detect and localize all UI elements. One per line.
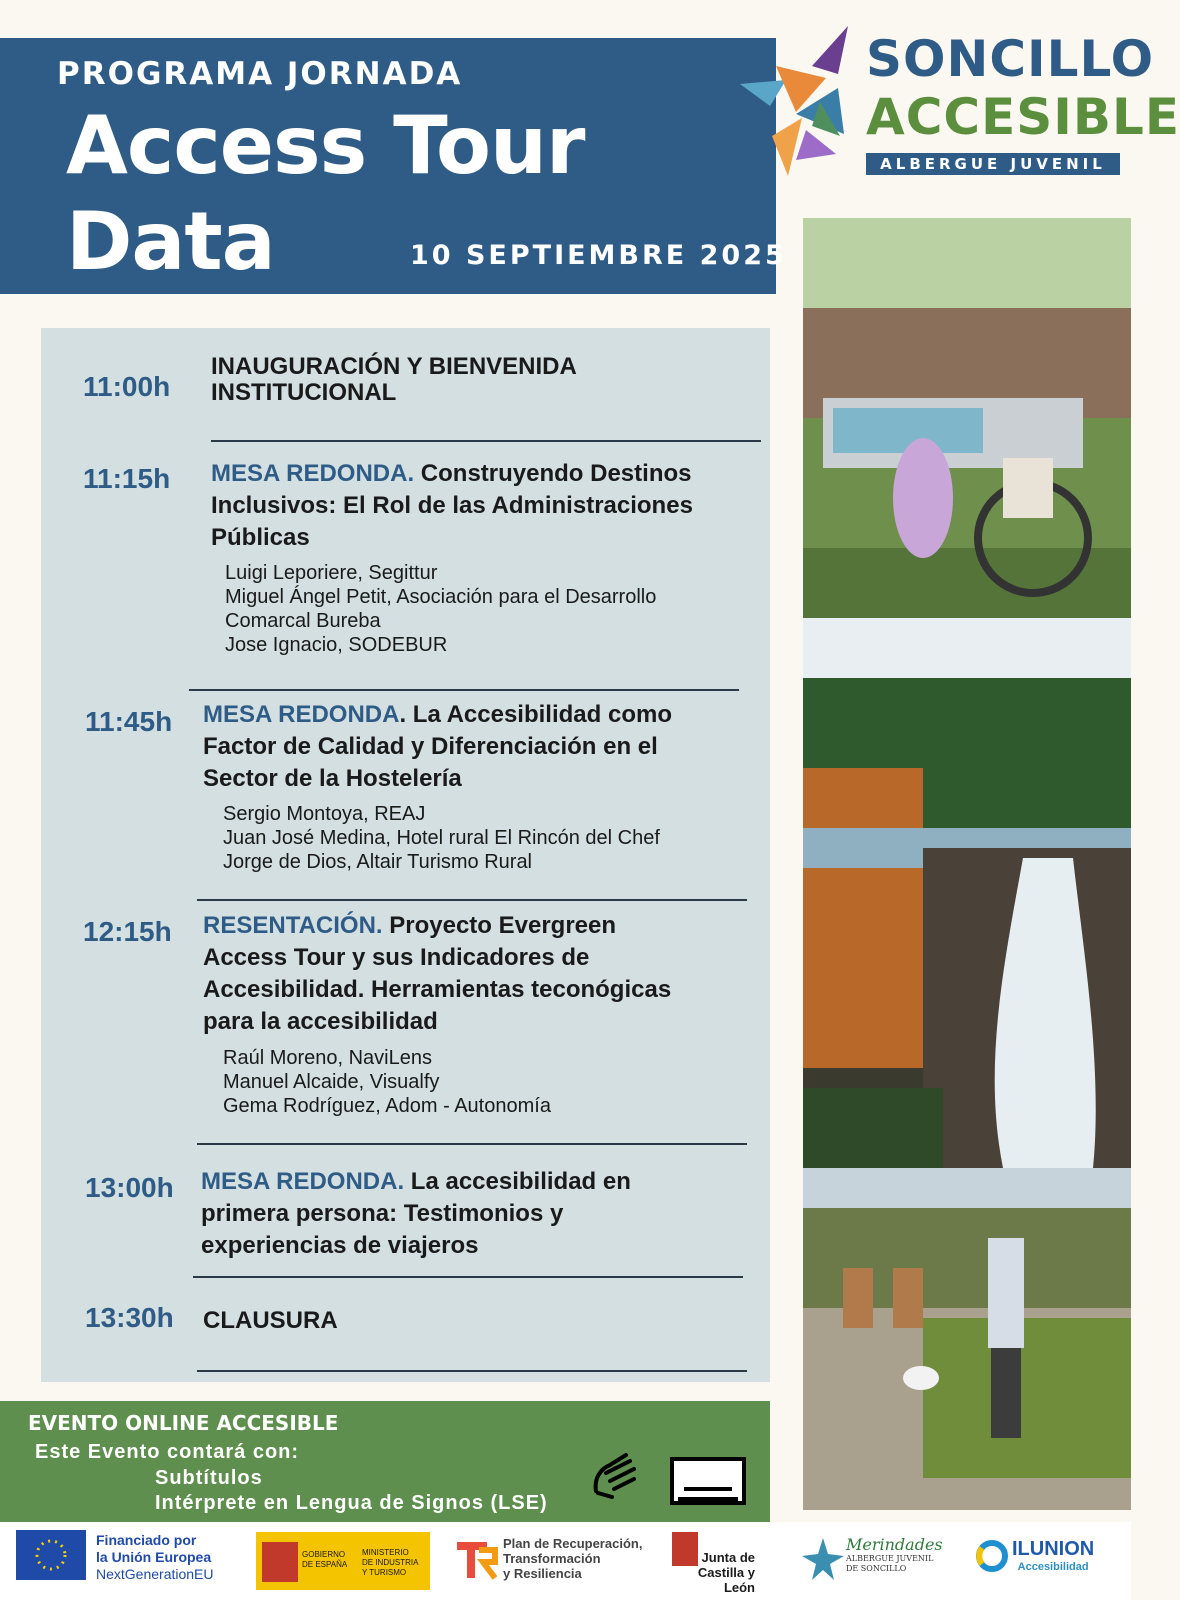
session-1-title xyxy=(211,354,577,406)
jcyl-text xyxy=(665,1550,755,1595)
session-5-kind: MESA REDONDA. xyxy=(201,1168,405,1195)
gobierno-logo xyxy=(256,1532,430,1590)
speaker: Gema Rodríguez, Adom - Autonomía xyxy=(223,1095,551,1117)
speaker: Luigi Leporiere, Segittur xyxy=(225,562,438,584)
min-line: DE INDUSTRIA xyxy=(362,1558,419,1567)
session-5-title xyxy=(201,1166,631,1262)
mer-line: DE SONCILLO xyxy=(846,1564,907,1573)
mer-line: Merindades xyxy=(846,1535,943,1554)
event-title-line1: Access Tour xyxy=(66,99,585,192)
speaker: Raúl Moreno, NaviLens xyxy=(223,1047,432,1069)
session-4-title-a: Proyecto Evergreen xyxy=(382,912,617,939)
session-3-title-c: Sector de la Hostelería xyxy=(203,765,462,792)
online-event-intro: Este Evento contará con: xyxy=(35,1441,300,1463)
session-4-title-b: Access Tour y sus Indicadores de xyxy=(203,944,590,971)
merindades-text xyxy=(846,1536,943,1574)
session-5-title-c: experiencias de viajeros xyxy=(201,1232,479,1259)
eu-line: NextGenerationEU xyxy=(96,1566,214,1582)
divider xyxy=(197,899,747,901)
time-1: 11:00h xyxy=(83,371,171,402)
event-title-line2: Data xyxy=(66,195,275,288)
divider xyxy=(193,1276,743,1278)
prtr-line: Transformación xyxy=(503,1551,601,1566)
session-3-kind: MESA REDONDA xyxy=(203,701,400,728)
session-3-speakers xyxy=(223,802,660,874)
session-3-title-a: . La Accesibilidad como xyxy=(399,701,672,728)
session-2-kind: MESA REDONDA. xyxy=(211,460,415,487)
prtr-logo-icon xyxy=(455,1538,499,1582)
divider xyxy=(197,1143,747,1145)
ilunion-ring-icon xyxy=(974,1538,1010,1574)
jcyl-line: Junta de xyxy=(701,1550,755,1565)
session-4-kind: RESENTACIÓN. xyxy=(203,912,383,939)
session-2-title xyxy=(211,458,693,554)
ministerio-text xyxy=(362,1548,418,1578)
feature-sign-language: Intérprete en Lengua de Signos (LSE) xyxy=(155,1492,548,1514)
ilu-line: Accesibilidad xyxy=(1017,1561,1089,1573)
eu-funding xyxy=(96,1532,214,1583)
speaker: Comarcal Bureba xyxy=(225,610,381,632)
eu-flag-icon xyxy=(16,1530,86,1580)
divider xyxy=(211,440,761,442)
time-3: 11:45h xyxy=(85,706,173,737)
ilu-line: ILUNION xyxy=(1012,1538,1095,1560)
time-5: 13:00h xyxy=(85,1172,174,1203)
session-3-title xyxy=(203,699,672,795)
sign-language-icon xyxy=(590,1451,642,1501)
pre-title: PROGRAMA JORNADA xyxy=(57,56,463,92)
mer-line: ALBERGUE JUVENIL xyxy=(846,1554,934,1563)
subtitles-icon xyxy=(670,1457,746,1505)
session-1-line2: INSTITUCIONAL xyxy=(211,379,397,406)
session-2-title-b: Inclusivos: El Rol de las Administraciones xyxy=(211,492,693,519)
logo-soncillo: SONCILLO xyxy=(866,30,1155,88)
online-event-title: EVENTO ONLINE ACCESIBLE xyxy=(28,1411,339,1435)
photo-children-garden xyxy=(803,218,1131,618)
session-4-title xyxy=(203,910,671,1038)
speaker: Jorge de Dios, Altair Turismo Rural xyxy=(223,851,533,873)
photo-waterfall xyxy=(803,618,1131,1168)
feature-subtitles: Subtítulos xyxy=(155,1467,263,1489)
gob-line: GOBIERNO xyxy=(302,1550,346,1559)
min-line: Y TURISMO xyxy=(362,1568,407,1577)
ilunion-text xyxy=(1012,1538,1094,1574)
speaker: Juan José Medina, Hotel rural El Rincón del Chef xyxy=(223,827,660,849)
session-2-title-a: Construyendo Destinos xyxy=(414,460,692,487)
coat-of-arms-icon xyxy=(262,1542,298,1582)
time-4: 12:15h xyxy=(83,916,172,947)
divider xyxy=(197,1370,747,1372)
gobierno-text xyxy=(302,1550,347,1570)
min-line: MINISTERIO xyxy=(362,1548,409,1557)
prtr-text xyxy=(503,1536,642,1581)
jcyl-line: Castilla y León xyxy=(697,1565,755,1595)
speaker: Sergio Montoya, REAJ xyxy=(223,803,426,825)
session-2-title-c: Públicas xyxy=(211,524,310,551)
merindades-star-icon xyxy=(800,1536,846,1582)
eu-line: la Unión Europea xyxy=(96,1549,212,1565)
speaker: Manuel Alcaide, Visualfy xyxy=(223,1071,440,1093)
eu-line: Financiado por xyxy=(96,1532,197,1548)
online-event-box xyxy=(0,1401,770,1522)
photo-park-walk xyxy=(803,1168,1131,1510)
speaker: Miguel Ángel Petit, Asociación para el Desarrollo xyxy=(225,586,657,608)
session-2-speakers xyxy=(225,561,656,657)
session-4-speakers xyxy=(223,1046,551,1118)
divider xyxy=(189,689,739,691)
session-5-title-b: primera persona: Testimonios y xyxy=(201,1200,564,1227)
prtr-line: y Resiliencia xyxy=(503,1566,582,1581)
session-5-title-a: La accesibilidad en xyxy=(404,1168,631,1195)
sponsors-bar xyxy=(0,1522,1131,1600)
logo-accesible: ACCESIBLE xyxy=(866,88,1180,146)
time-2: 11:15h xyxy=(83,463,171,494)
session-4-title-c: Accesibilidad. Herramientas teconógicas xyxy=(203,976,672,1003)
program-panel xyxy=(41,328,770,1382)
speaker: Jose Ignacio, SODEBUR xyxy=(225,634,448,656)
event-date: 10 SEPTIEMBRE 2025 xyxy=(410,240,787,271)
time-6: 13:30h xyxy=(85,1302,174,1333)
prtr-line: Plan de Recuperación, xyxy=(503,1536,643,1551)
logo-albergue: ALBERGUE JUVENIL xyxy=(866,153,1120,175)
session-1-line1: INAUGURACIÓN Y BIENVENIDA xyxy=(211,353,577,380)
session-4-title-d: para la accesibilidad xyxy=(203,1008,438,1035)
session-6-title: CLAUSURA xyxy=(203,1307,338,1334)
session-3-title-b: Factor de Calidad y Diferenciación en el xyxy=(203,733,658,760)
gob-line: DE ESPAÑA xyxy=(302,1560,348,1569)
